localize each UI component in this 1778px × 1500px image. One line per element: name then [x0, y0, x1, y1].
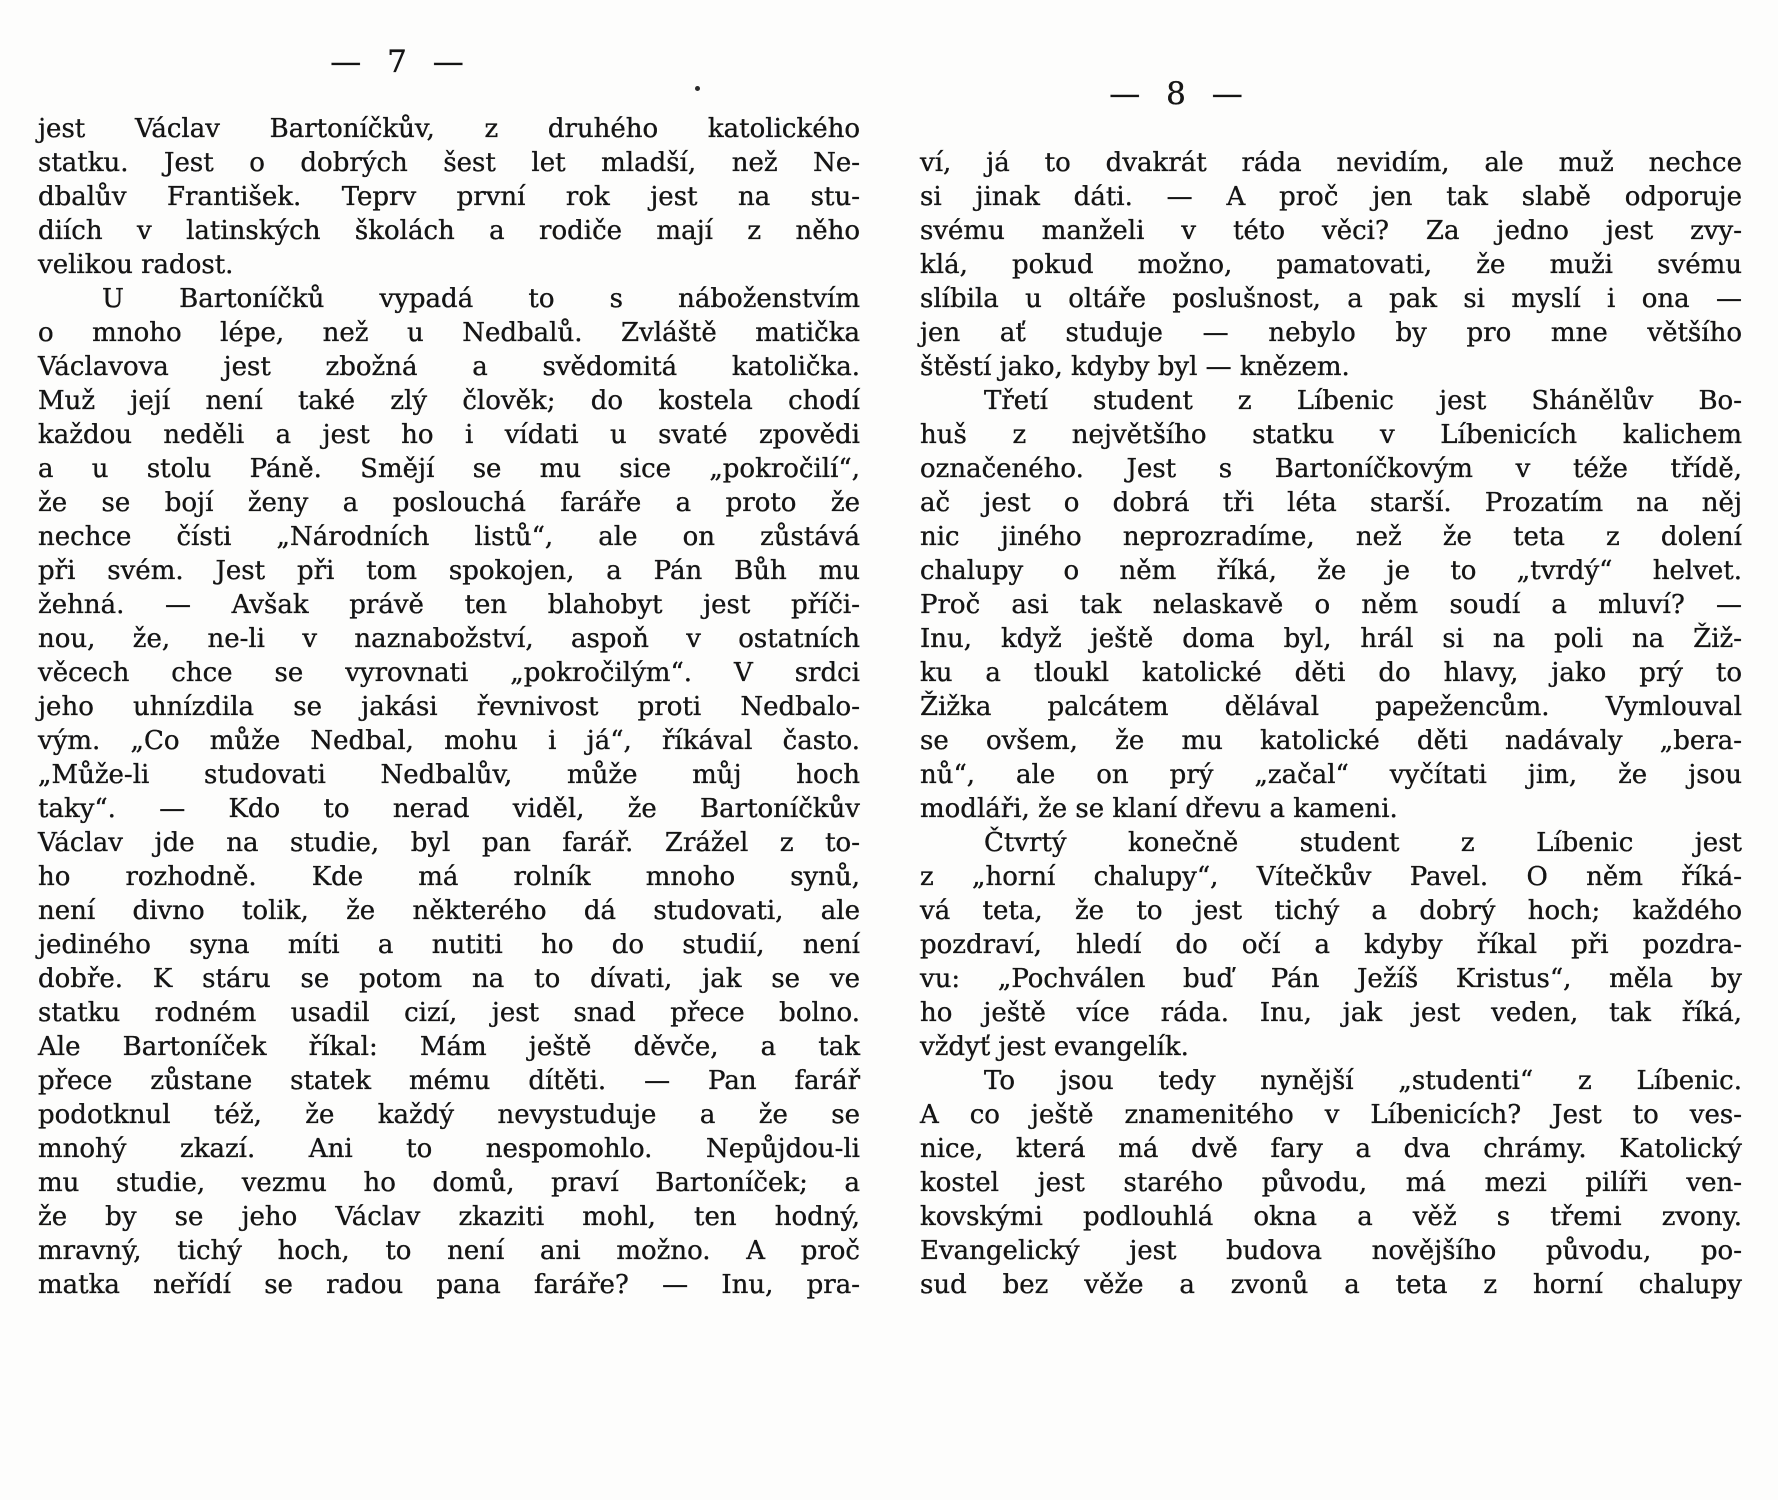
text-line: dbalův František. Teprv první rok jest na stu- — [38, 182, 860, 212]
text-line: štěstí jako, kdyby byl — knězem. — [920, 352, 1350, 382]
text-line: nou, že, ne-li v naznabožství, aspoň v ostatních — [38, 624, 860, 654]
text-line: Evangelický jest budova novějšího původu, po- — [920, 1236, 1742, 1266]
text-line: To jsou tedy nynější „studenti“ z Líbenic. — [984, 1066, 1742, 1096]
text-line: klá, pokud možno, pamatovati, že muži svému — [920, 250, 1742, 280]
page-7-number: — 7 — — [330, 44, 464, 80]
page-7 — [38, 0, 860, 1500]
text-line: z „horní chalupy“, Vítečkův Pavel. O něm říká- — [920, 862, 1742, 892]
text-line: žehná. — Avšak právě ten blahobyt jest příči- — [38, 590, 860, 620]
text-line: matka neřídí se radou pana faráře? — Inu, pra- — [38, 1270, 860, 1300]
text-line: ho ještě více ráda. Inu, jak jest veden, tak říká, — [920, 998, 1742, 1028]
text-line: sud bez věže a zvonů a teta z horní chalupy — [920, 1270, 1742, 1300]
text-line: ku a tloukl katolické děti do hlavy, jako prý to — [920, 658, 1742, 688]
text-line: chalupy o něm říká, že je to „tvrdý“ helvet. — [920, 556, 1742, 586]
text-line: každou neděli a jest ho i vídati u svaté zpovědi — [38, 420, 860, 450]
text-line: dobře. K stáru se potom na to dívati, jak se ve — [38, 964, 860, 994]
text-line: jediného syna míti a nutiti ho do studií, není — [38, 930, 860, 960]
text-line: modláři, že se klaní dřevu a kameni. — [920, 794, 1398, 824]
text-line: věcech chce se vyrovnati „pokročilým“. V srdci — [38, 658, 860, 688]
text-line: Ale Bartoníček říkal: Mám ještě děvče, a tak — [38, 1032, 860, 1062]
text-line: taky“. — Kdo to nerad viděl, že Bartoníčkův — [38, 794, 860, 824]
page-8 — [920, 0, 1742, 1500]
text-line: ho rozhodně. Kde má rolník mnoho synů, — [38, 862, 860, 892]
text-line: huš z největšího statku v Líbenicích kalichem — [920, 420, 1742, 450]
ink-speck — [695, 86, 700, 91]
text-line: Třetí student z Líbenic jest Shánělův Bo- — [984, 386, 1742, 416]
text-line: a u stolu Páně. Smějí se mu sice „pokročilí“, — [38, 454, 860, 484]
text-line: Proč asi tak nelaskavě o něm soudí a mluví? — — [920, 590, 1742, 620]
text-line: Žižka palcátem dělával papežencům. Vymlouval — [920, 692, 1742, 722]
text-line: pozdraví, hledí do očí a kdyby říkal při pozdra- — [920, 930, 1742, 960]
text-line: vá teta, že to jest tichý a dobrý hoch; každého — [920, 896, 1742, 926]
text-line: vu: „Pochválen buď Pán Ježíš Kristus“, měla by — [920, 964, 1742, 994]
text-line: o mnoho lépe, než u Nedbalů. Zvláště matička — [38, 318, 860, 348]
text-line: statku rodném usadil cizí, jest snad přece bolno. — [38, 998, 860, 1028]
text-line: nů“, ale on prý „začal“ vyčítati jim, že jsou — [920, 760, 1742, 790]
text-line: označeného. Jest s Bartoníčkovým v téže třídě, — [920, 454, 1742, 484]
text-line: Inu, když ještě doma byl, hrál si na poli na Žiž- — [920, 624, 1742, 654]
text-line: Muž její není také zlý člověk; do kostela chodí — [38, 386, 860, 416]
text-line: že se bojí ženy a poslouchá faráře a proto že — [38, 488, 860, 518]
text-line: nechce čísti „Národních listů“, ale on zůstává — [38, 522, 860, 552]
text-line: kostel jest starého původu, má mezi pilíři ven- — [920, 1168, 1742, 1198]
page-8-number: — 8 — — [1109, 76, 1243, 112]
text-line: jeho uhnízdila se jakási řevnivost proti Nedbalo- — [38, 692, 860, 722]
text-line: si jinak dáti. — A proč jen tak slabě odporuje — [920, 182, 1742, 212]
text-line: diích v latinských školách a rodiče mají z něho — [38, 216, 860, 246]
text-line: ač jest o dobrá tři léta starší. Prozatím na něj — [920, 488, 1742, 518]
text-line: U Bartoníčků vypadá to s náboženstvím — [102, 284, 860, 314]
text-line: jest Václav Bartoníčkův, z druhého katolického — [38, 114, 860, 144]
text-line: ví, já to dvakrát ráda nevidím, ale muž nechce — [920, 148, 1742, 178]
text-line: „Může-li studovati Nedbalův, může můj hoch — [38, 760, 860, 790]
text-line: Václav jde na studie, byl pan farář. Zrážel z to- — [38, 828, 860, 858]
text-line: mnohý zkazí. Ani to nespomohlo. Nepůjdou-li — [38, 1134, 860, 1164]
text-line: vým. „Co může Nedbal, mohu i já“, říkával často. — [38, 726, 860, 756]
text-line: slíbila u oltáře poslušnost, a pak si myslí i ona — — [920, 284, 1742, 314]
text-line: nice, která má dvě fary a dva chrámy. Katolický — [920, 1134, 1742, 1164]
text-line: mu studie, vezmu ho domů, praví Bartoníček; a — [38, 1168, 860, 1198]
text-line: přece zůstane statek mému dítěti. — Pan farář — [38, 1066, 860, 1096]
text-line: Václavova jest zbožná a svědomitá katolička. — [38, 352, 860, 382]
text-line: mravný, tichý hoch, to není ani možno. A proč — [38, 1236, 860, 1266]
text-line: svému manželi v této věci? Za jedno jest zvy- — [920, 216, 1742, 246]
text-line: Čtvrtý konečně student z Líbenic jest — [984, 828, 1742, 858]
text-line: není divno tolik, že některého dá studovati, ale — [38, 896, 860, 926]
text-line: A co ještě znamenitého v Líbenicích? Jest to ves- — [920, 1100, 1742, 1130]
text-line: nic jiného neprozradíme, než že teta z dolení — [920, 522, 1742, 552]
text-line: kovskými podlouhlá okna a věž s třemi zvony. — [920, 1202, 1742, 1232]
text-line: velikou radost. — [38, 250, 234, 280]
page-8-text — [920, 146, 1742, 1302]
text-line: se ovšem, že mu katolické děti nadávaly „bera- — [920, 726, 1742, 756]
text-line: při svém. Jest při tom spokojen, a Pán Bůh mu — [38, 556, 860, 586]
text-line: statku. Jest o dobrých šest let mladší, než Ne- — [38, 148, 860, 178]
text-line: podotknul též, že každý nevystuduje a že se — [38, 1100, 860, 1130]
text-line: že by se jeho Václav zkaziti mohl, ten hodný, — [38, 1202, 860, 1232]
text-line: jen ať studuje — nebylo by pro mne většího — [920, 318, 1742, 348]
page-7-text — [38, 112, 860, 1302]
text-line: vždyť jest evangelík. — [920, 1032, 1189, 1062]
